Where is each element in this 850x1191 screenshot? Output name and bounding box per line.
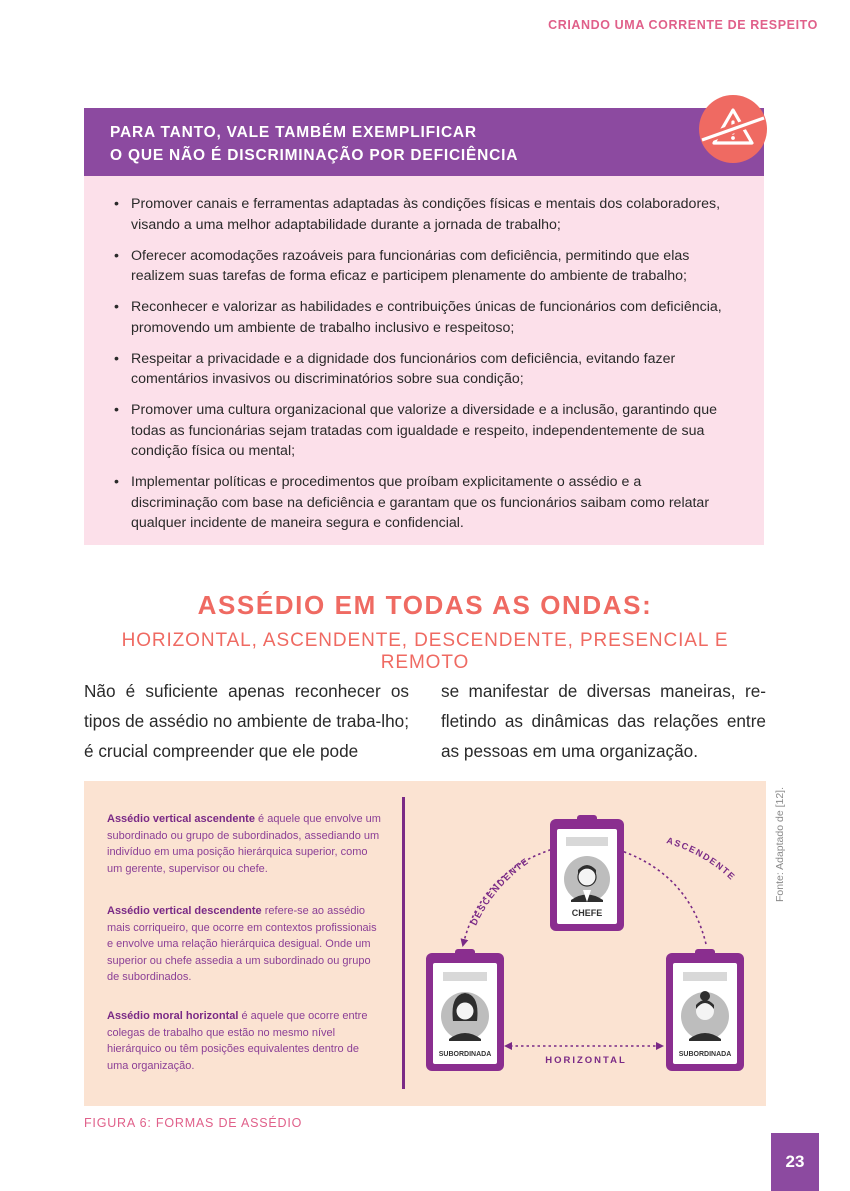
running-header: CRIANDO UMA CORRENTE DE RESPEITO [548,18,818,32]
badge-label-subordinada-left: SUBORDINADA [438,1051,492,1058]
callout-title [110,121,518,167]
definition-text: refere-se ao assédio mais corriqueiro, que ocorre em contextos profissionais e envolve uma relação hierárquica desigual. Onde um superior ou chefe assedia a um subordinado ou grupo de subordinados. [107,905,377,983]
list-item: • Promover canais e ferramentas adaptadas às condições físicas e mentais dos colaboradores, visando a uma melhor adaptabilidade durante a jornada de trabalho; [114,194,724,235]
arrow-ascendente [613,848,706,944]
callout-title-line-2: O QUE NÃO É DISCRIMINAÇÃO POR DEFICIÊNCIA [110,147,519,164]
man-avatar-icon [564,856,610,902]
figure-panel [84,781,766,1106]
definition-descendente [107,903,381,986]
figure-caption: FIGURA 6: FORMAS DE ASSÉDIO [84,1116,303,1130]
callout-body [84,176,764,545]
arrow-label-ascendente: ASCENDENTE [665,835,738,883]
callout-list [84,176,764,534]
definition-horizontal [107,1008,381,1074]
badge-chefe [550,815,624,931]
definition-text: é aquele que envolve um subordinado ou grupo de subordinados, assediando um indivíduo em uma posição hierárquica superior, como um gerente, supervisor ou chefe. [107,813,381,875]
list-item: • Implementar políticas e procedimentos que proíbam explicitamente o assédio e a discriminação com base na deficiência e garantam que os funcionários saibam como relatar qualquer incidente de maneira segura e confidencial. [114,472,724,534]
figure-source: Fonte: Adaptado de [12]. [774,786,786,902]
callout-title-line-1: PARA TANTO, VALE TAMBÉM EXEMPLIFICAR [110,124,477,141]
arrow-label-horizontal: HORIZONTAL [545,1055,627,1066]
arrow-descendente [463,848,556,945]
list-item: • Reconhecer e valorizar as habilidades e contribuições únicas de funcionários com deficiência, promovendo um ambiente de trabalho inclusivo e respeitoso; [114,297,724,338]
hierarchy-diagram [406,781,766,1106]
list-item: • Oferecer acomodações razoáveis para funcionárias com deficiência, permitindo que elas realizem suas tarefas de forma eficaz e participem plenamente do ambiente de trabalho; [114,246,724,287]
section-title: ASSÉDIO EM TODAS AS ONDAS: [197,590,653,620]
intro-text-right: se manifestar de diversas maneiras, re-fletindo as dinâmicas das relações entre as pessoas em uma organização. [441,681,766,761]
definition-ascendente [107,811,381,877]
arrow-label-descendente: DESCENDENTE [468,855,531,927]
section-subtitle: HORIZONTAL, ASCENDENTE, DESCENDENTE, PRESENCIAL E REMOTO [121,630,729,673]
badge-subordinada-left [426,949,504,1071]
warning-icon [697,93,769,165]
page-number: 23 [771,1133,819,1191]
badge-label-subordinada-right: SUBORDINADA [678,1051,732,1058]
definition-term: Assédio vertical descendente [107,905,262,917]
badge-subordinada-right [666,949,744,1071]
definition-term: Assédio moral horizontal [107,1010,239,1022]
figure-divider [402,797,405,1089]
callout-header [84,108,764,176]
list-item: • Respeitar a privacidade e a dignidade dos funcionários com deficiência, evitando fazer comentários invasivos ou discriminatórios sobre sua condição; [114,349,724,390]
list-item: • Promover uma cultura organizacional que valorize a diversidade e a inclusão, garantindo que todas as funcionárias sejam tratadas com igualdade e respeito, independentemente de sua condição física ou mental; [114,400,724,462]
definition-text: é aquele que ocorre entre colegas de trabalho que estão no mesmo nível hierárquico ou têm posições equivalentes dentro de uma organização. [107,1010,368,1072]
definition-term: Assédio vertical ascendente [107,813,255,825]
badge-label-chefe: CHEFE [571,908,603,918]
intro-text-left: Não é suficiente apenas reconhecer os tipos de assédio no ambiente de traba-lho; é crucial compreender que ele pode [84,681,409,761]
